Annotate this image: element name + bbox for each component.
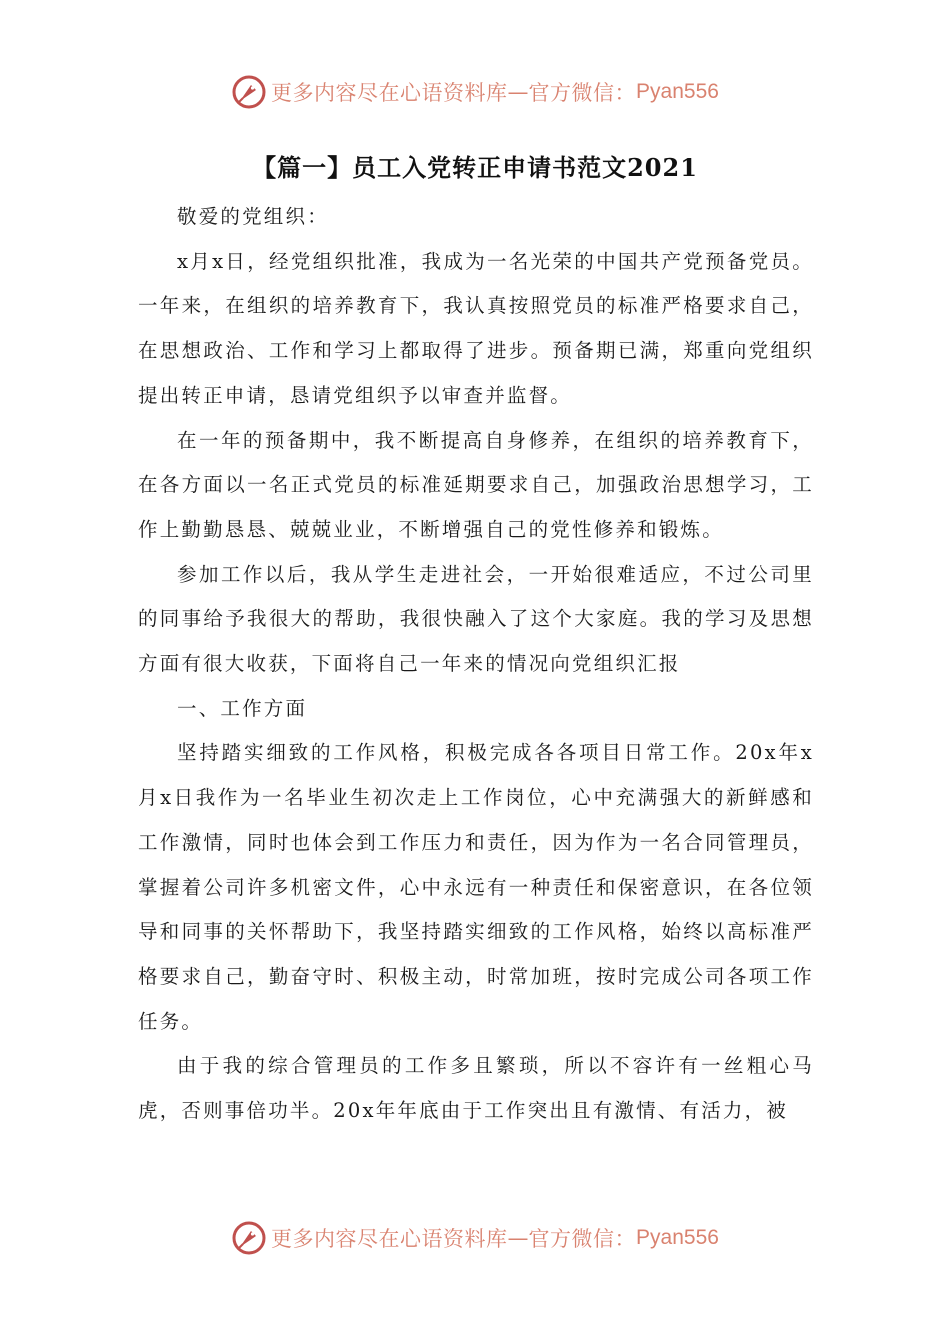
watermark-separator: — [507,1226,529,1250]
watermark-separator: — [507,80,529,104]
pen-nib-logo-icon [231,1220,267,1256]
watermark-id: Pyan556 [636,80,719,103]
watermark-label: 官方微信： [528,81,637,105]
watermark-text: 更多内容尽在心语资料库 [271,1227,508,1251]
paragraph: 坚持踏实细致的工作风格，积极完成各各项目日常工作。20x年x月x日我作为一名毕业生初次走上工作岗位，心中充满强大的新鲜感和工作激情，同时也体会到工作压力和责任，因为作为一名合同管理员，掌握着公司许多机密文件，心中永远有一种责任和保密意识，在各位领导和同事的关怀帮助下，我坚持踏实细致的工作风格，始终以高标准严格要求自己，勤奋守时、积极主动，时常加班，按时完成公司各项工作任务。 [138,741,814,1033]
watermark-label: 官方微信： [528,1227,637,1251]
watermark-id: Pyan556 [636,1226,719,1249]
watermark-text: 更多内容尽在心语资料库 [271,81,508,105]
section-heading: 一、工作方面 [177,696,308,720]
document-title: 【篇一】员工入党转正申请书范文2021 [252,153,698,182]
pen-nib-logo-icon [231,74,267,110]
paragraph: 参加工作以后，我从学生走进社会，一开始很难适应，不过公司里的同事给予我很大的帮助，我很快融入了这个大家庭。我的学习及思想方面有很大收获，下面将自己一年来的情况向党组织汇报 [138,562,814,676]
salutation: 敬爱的党组织： [177,205,329,228]
paragraph: x月x日，经党组织批准，我成为一名光荣的中国共产党预备党员。一年来，在组织的培养教育下，我认真按照党员的标准严格要求自己，在思想政治、工作和学习上都取得了进步。预备期已满，郑重向党组织提出转正申请，恳请党组织予以审查并监督。 [138,249,814,407]
paragraph: 在一年的预备期中，我不断提高自身修养，在组织的培养教育下，在各方面以一名正式党员的标准延期要求自己，加强政治思想学习，工作上勤勤恳恳、兢兢业业，不断增强自己的党性修养和锻炼。 [138,428,814,541]
document-body [138,195,814,1134]
watermark-banner-top [0,72,950,112]
paragraph: 由于我的综合管理员的工作多且繁琐，所以不容许有一丝粗心马虎，否则事倍功半。20x年年底由于工作突出且有激情、有活力，被 [138,1054,814,1123]
watermark-banner-bottom [0,1218,950,1258]
